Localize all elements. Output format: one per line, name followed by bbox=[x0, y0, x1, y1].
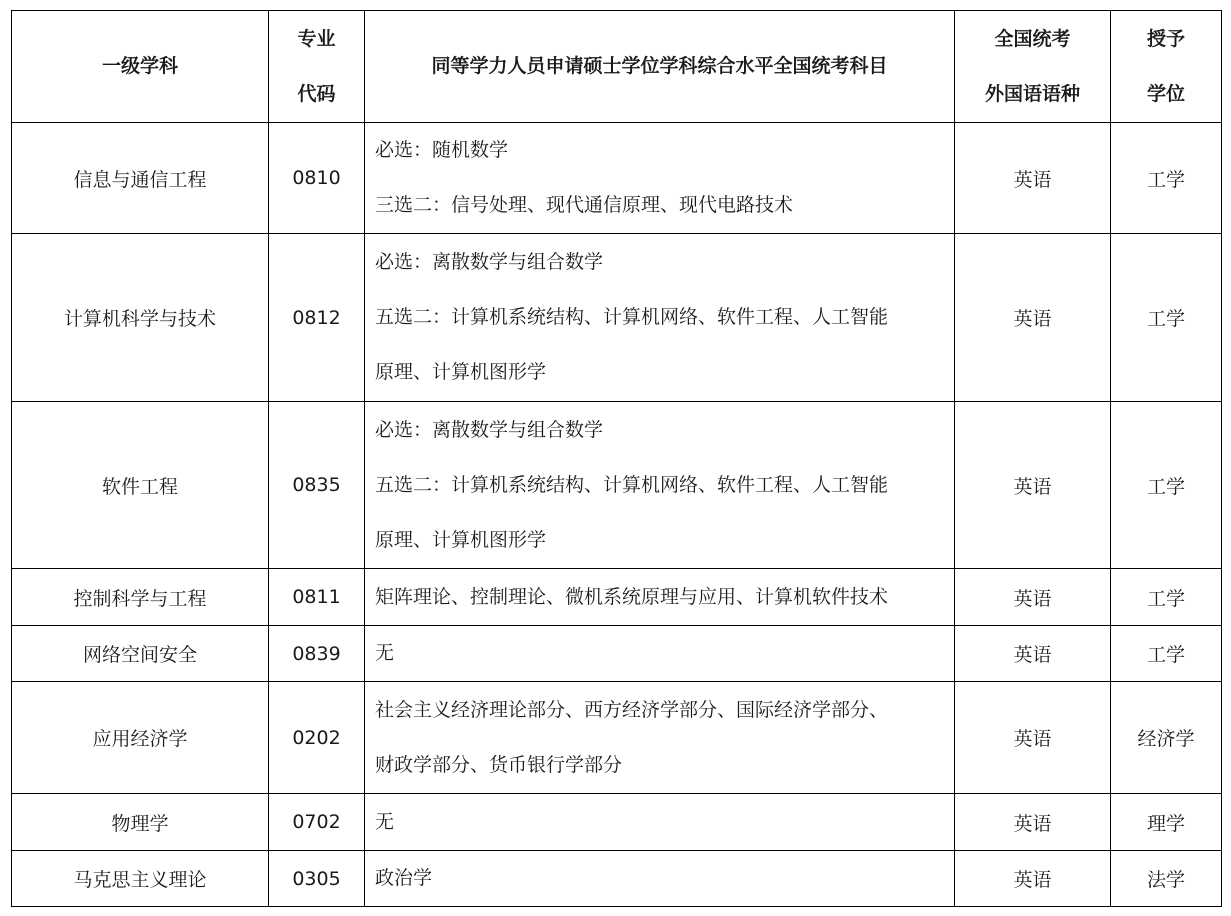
degree-cell: 经济学 bbox=[1111, 682, 1222, 794]
language-cell: 英语 bbox=[955, 794, 1111, 851]
table-row bbox=[12, 123, 1222, 234]
code-cell: 0835 bbox=[269, 402, 365, 569]
discipline-cell: 计算机科学与技术 bbox=[12, 234, 269, 402]
code-cell: 0812 bbox=[269, 234, 365, 402]
degree-cell: 工学 bbox=[1111, 234, 1222, 402]
header-degree: 授予 学位 bbox=[1111, 11, 1222, 123]
discipline-cell: 网络空间安全 bbox=[12, 626, 269, 682]
code-cell: 0810 bbox=[269, 123, 365, 234]
language-cell: 英语 bbox=[955, 234, 1111, 402]
language-cell: 英语 bbox=[955, 626, 1111, 682]
degree-cell: 工学 bbox=[1111, 402, 1222, 569]
code-cell: 0202 bbox=[269, 682, 365, 794]
degree-subjects-table bbox=[11, 10, 1222, 907]
degree-cell: 工学 bbox=[1111, 569, 1222, 626]
code-cell: 0839 bbox=[269, 626, 365, 682]
table-row bbox=[12, 234, 1222, 402]
table-row bbox=[12, 626, 1222, 682]
subjects-cell: 无 bbox=[365, 794, 955, 851]
subjects-cell: 必选：离散数学与组合数学 五选二：计算机系统结构、计算机网络、软件工程、人工智能 原理、计算机图形学 bbox=[365, 402, 955, 569]
subjects-cell: 必选：随机数学 三选二：信号处理、现代通信原理、现代电路技术 bbox=[365, 123, 955, 234]
table-row bbox=[12, 682, 1222, 794]
discipline-cell: 信息与通信工程 bbox=[12, 123, 269, 234]
subjects-cell: 矩阵理论、控制理论、微机系统原理与应用、计算机软件技术 bbox=[365, 569, 955, 626]
header-row bbox=[12, 11, 1222, 123]
code-cell: 0305 bbox=[269, 851, 365, 907]
table-row bbox=[12, 794, 1222, 851]
language-cell: 英语 bbox=[955, 402, 1111, 569]
table-row bbox=[12, 569, 1222, 626]
language-cell: 英语 bbox=[955, 569, 1111, 626]
subjects-cell: 政治学 bbox=[365, 851, 955, 907]
discipline-cell: 物理学 bbox=[12, 794, 269, 851]
header-language: 全国统考 外国语语种 bbox=[955, 11, 1111, 123]
degree-cell: 工学 bbox=[1111, 626, 1222, 682]
degree-cell: 工学 bbox=[1111, 123, 1222, 234]
discipline-cell: 马克思主义理论 bbox=[12, 851, 269, 907]
language-cell: 英语 bbox=[955, 123, 1111, 234]
language-cell: 英语 bbox=[955, 682, 1111, 794]
header-code: 专业 代码 bbox=[269, 11, 365, 123]
discipline-cell: 应用经济学 bbox=[12, 682, 269, 794]
subjects-cell: 必选：离散数学与组合数学 五选二：计算机系统结构、计算机网络、软件工程、人工智能 原理、计算机图形学 bbox=[365, 234, 955, 402]
degree-cell: 理学 bbox=[1111, 794, 1222, 851]
subjects-cell: 无 bbox=[365, 626, 955, 682]
language-cell: 英语 bbox=[955, 851, 1111, 907]
discipline-cell: 控制科学与工程 bbox=[12, 569, 269, 626]
code-cell: 0811 bbox=[269, 569, 365, 626]
header-subjects: 同等学力人员申请硕士学位学科综合水平全国统考科目 bbox=[365, 11, 955, 123]
header-discipline: 一级学科 bbox=[12, 11, 269, 123]
subjects-cell: 社会主义经济理论部分、西方经济学部分、国际经济学部分、 财政学部分、货币银行学部分 bbox=[365, 682, 955, 794]
table-row bbox=[12, 402, 1222, 569]
discipline-cell: 软件工程 bbox=[12, 402, 269, 569]
table-row bbox=[12, 851, 1222, 907]
code-cell: 0702 bbox=[269, 794, 365, 851]
degree-cell: 法学 bbox=[1111, 851, 1222, 907]
